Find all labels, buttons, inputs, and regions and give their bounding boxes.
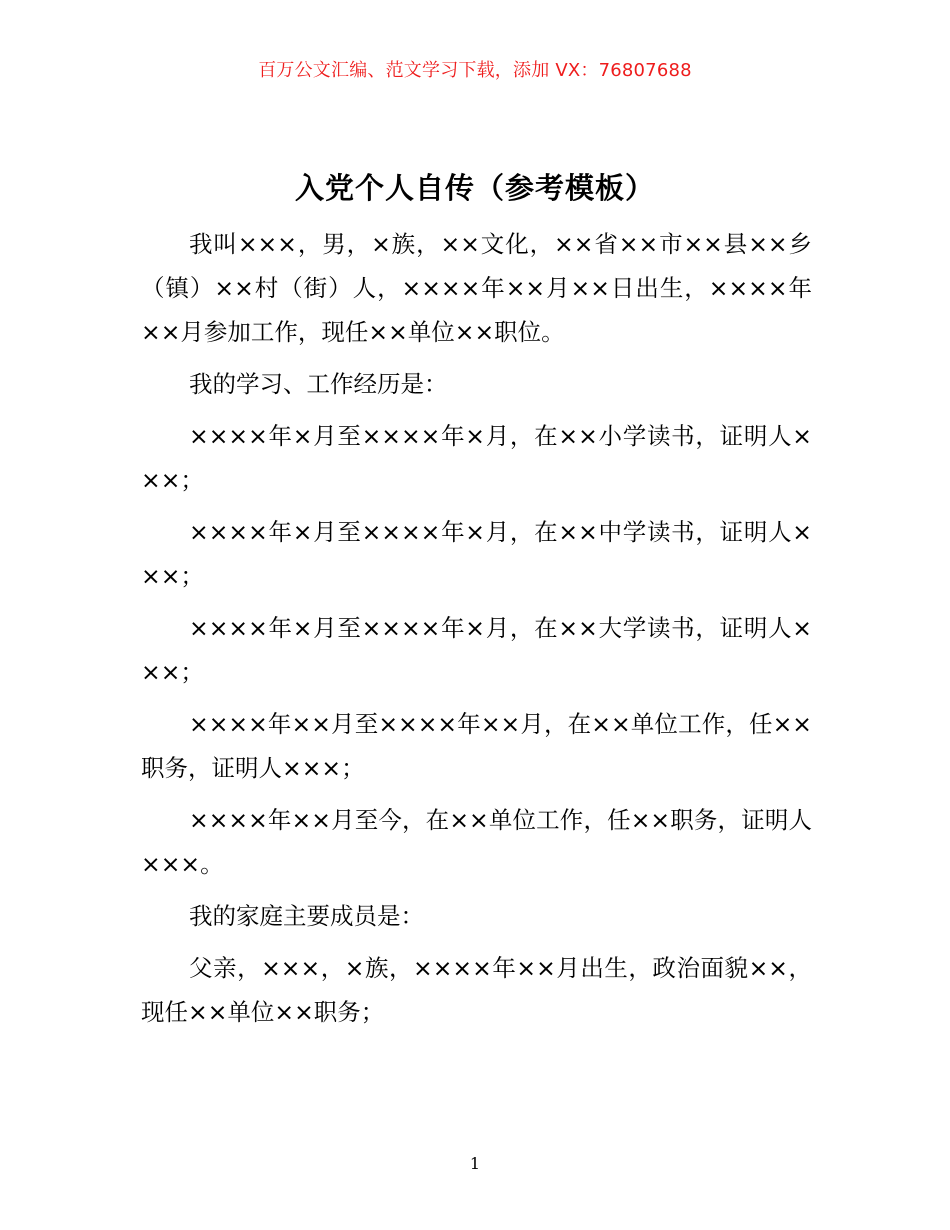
paragraph-family-heading: 我的家庭主要成员是： — [189, 902, 424, 930]
paragraph-primary-school: ××××年×月至××××年×月，在××小学读书，证明人×××； — [141, 422, 812, 494]
paragraph-middle-school: ××××年×月至××××年×月，在××中学读书，证明人×××； — [141, 518, 812, 590]
paragraph-university: ××××年×月至××××年×月，在××大学读书，证明人×××； — [141, 614, 812, 686]
paragraph-personal-info: 我叫×××，男，×族，××文化，××省××市××县××乡（镇）××村（街）人，××××年××月××日出生，××××年××月参加工作，现任××单位××职位。 — [141, 230, 812, 346]
page-number: 1 — [469, 1154, 481, 1173]
paragraph-study-work-heading: 我的学习、工作经历是： — [189, 370, 448, 398]
paragraph-work-current: ××××年××月至今，在××单位工作，任××职务，证明人×××。 — [141, 806, 812, 878]
document-title: 入党个人自传（参考模板） — [294, 171, 655, 205]
paragraph-father: 父亲，×××，×族，××××年××月出生，政治面貌××，现任××单位××职务； — [141, 954, 812, 1026]
paragraph-work-past: ××××年××月至××××年××月，在××单位工作，任××职务，证明人×××； — [141, 710, 812, 782]
header-watermark-text: 百万公文汇编、范文学习下载，添加 VX：76807688 — [258, 60, 692, 81]
document-body — [141, 222, 812, 1042]
